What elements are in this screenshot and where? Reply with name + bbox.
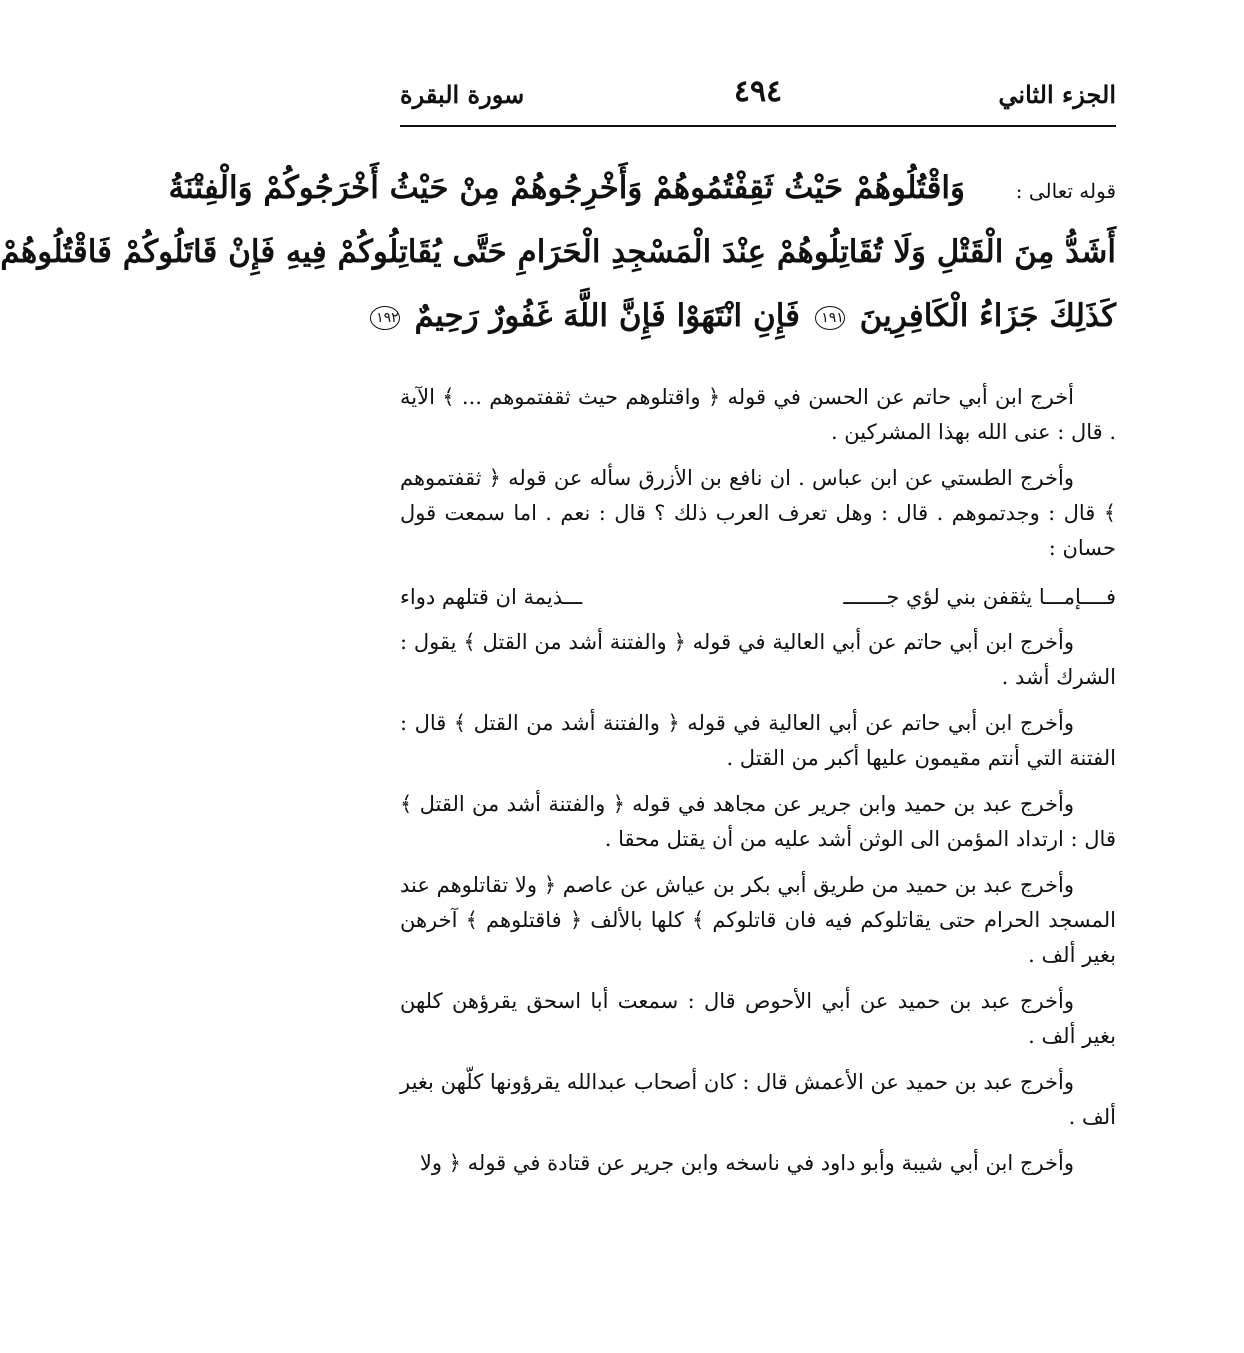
commentary-paragraph-6: وأخرج عبد بن حميد من طريق أبي بكر بن عياش عن عاصم ﴿ ولا تقاتلوهم عند المسجد الحرام حتى يقاتلوكم فيه فان قاتلوكم ﴾ كلها بالألف ﴿ فاقتلوهم ﴾ آخرهن بغير ألف . xyxy=(400,873,1116,967)
header-part-title: الجزء الثاني xyxy=(998,80,1116,109)
verse-line-3 xyxy=(376,284,1116,348)
verse-text-2: أَشَدُّ مِنَ الْقَتْلِ وَلَا تُقَاتِلُوهُمْ عِنْدَ الْمَسْجِدِ الْحَرَامِ حَتَّى يُقَاتِلُوكُمْ فِيهِ فَإِنْ قَاتَلُوكُمْ فَاقْتُلُوهُمْ xyxy=(0,234,1116,270)
verse-text-1: وَاقْتُلُوهُمْ حَيْثُ ثَقِفْتُمُوهُمْ وَأَخْرِجُوهُمْ مِنْ حَيْثُ أَخْرَجُوكُمْ وَالْفِتْنَةُ xyxy=(168,170,965,206)
ayah-number-192: ١٩٢ xyxy=(370,306,400,330)
commentary-body xyxy=(400,380,1116,1192)
verse-text-3b: فَإِنِ انْتَهَوْا فَإِنَّ اللَّهَ غَفُورٌ رَحِيمٌ xyxy=(414,298,800,334)
page-number: ٤٩٤ xyxy=(733,74,783,109)
commentary-paragraph-8: وأخرج عبد بن حميد عن الأعمش قال : كان أصحاب عبدالله يقرؤونها كلّهن بغير ألف . xyxy=(400,1070,1116,1129)
poem-second-hemistich: ـــذيمة ان قتلهم دواء xyxy=(400,585,583,609)
quran-verse-block xyxy=(0,156,1116,348)
poem-verse xyxy=(400,577,1116,617)
commentary-paragraph-9: وأخرج ابن أبي شيبة وأبو داود في ناسخه وابن جرير عن قتادة في قوله ﴿ ولا xyxy=(419,1151,1074,1175)
verse-line-1 xyxy=(168,156,1116,220)
poem-first-hemistich: فــــإمـــا يثقفن بني لؤي جـــــــ xyxy=(843,585,1116,609)
header-surah-title: سورة البقرة xyxy=(400,80,525,109)
ayah-number-191: ١٩١ xyxy=(815,306,845,330)
verse-text-3a: كَذَلِكَ جَزَاءُ الْكَافِرِينَ xyxy=(859,298,1116,334)
verse-intro: قوله تعالى : xyxy=(1015,179,1116,203)
commentary-paragraph-5: وأخرج عبد بن حميد وابن جرير عن مجاهد في قوله ﴿ والفتنة أشد من القتل ﴾ قال : ارتداد المؤمن الى الوثن أشد عليه من أن يقتل محقا . xyxy=(400,792,1116,851)
commentary-paragraph-2: وأخرج الطستي عن ابن عباس . ان نافع بن الأزرق سأله عن قوله ﴿ ثقفتموهم ﴾ قال : وجدتموهم . قال : وهل تعرف العرب ذلك ؟ قال : نعم . اما سمعت قول حسان : xyxy=(400,466,1116,560)
header-divider xyxy=(400,125,1116,127)
commentary-paragraph-4: وأخرج ابن أبي حاتم عن أبي العالية في قوله ﴿ والفتنة أشد من القتل ﴾ قال : الفتنة التي أنتم مقيمون عليها أكبر من القتل . xyxy=(400,711,1116,770)
commentary-paragraph-3: وأخرج ابن أبي حاتم عن أبي العالية في قوله ﴿ والفتنة أشد من القتل ﴾ يقول : الشرك أشد . xyxy=(400,630,1116,689)
commentary-paragraph-7: وأخرج عبد بن حميد عن أبي الأحوص قال : سمعت أبا اسحق يقرؤهن كلهن بغير ألف . xyxy=(400,989,1116,1048)
running-header xyxy=(400,72,1116,122)
commentary-paragraph-1: أخرج ابن أبي حاتم عن الحسن في قوله ﴿ واقتلوهم حيث ثقفتموهم ... ﴾ الآية . قال : عنى الله بهذا المشركين . xyxy=(400,385,1116,444)
verse-line-2 xyxy=(0,220,1116,284)
